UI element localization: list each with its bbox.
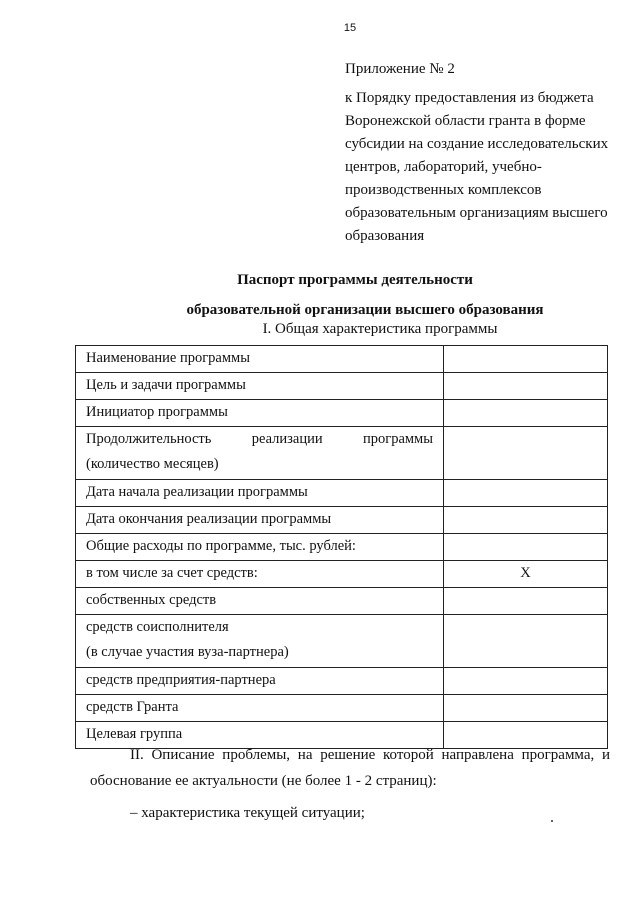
table-row	[76, 615, 608, 668]
row-label: собственных средств	[76, 588, 444, 615]
appendix-line: субсидии на создание исследовательских	[345, 136, 609, 152]
row-label: Целевая группа	[76, 722, 444, 749]
row-label: в том числе за счет средств:	[76, 561, 444, 588]
section2-bullet: – характеристика текущей ситуации;	[130, 805, 365, 821]
passport-title	[0, 265, 640, 325]
row-label-line1: средств соисполнителя	[86, 619, 229, 635]
table-row	[76, 507, 608, 534]
appendix-line: образования	[345, 228, 425, 244]
row-label: средств Гранта	[76, 695, 444, 722]
appendix-line: образовательным организациям высшего	[345, 205, 608, 221]
row-label: Цель и задачи программы	[76, 373, 444, 400]
row-label-line2: (в случае участия вуза-партнера)	[86, 644, 289, 660]
page-number: 15	[343, 22, 357, 34]
row-label: Дата окончания реализации программы	[76, 507, 444, 534]
table-row	[76, 373, 608, 400]
section2-heading-cont: обоснование ее актуальности (не более 1 - 2 страниц):	[90, 773, 437, 789]
scan-speck	[551, 820, 553, 822]
row-value	[444, 400, 608, 427]
appendix-line: центров, лабораторий, учебно-	[345, 159, 542, 175]
table-row	[76, 480, 608, 507]
appendix-line: Воронежской области гранта в форме	[345, 113, 586, 129]
row-value	[444, 695, 608, 722]
table-row	[76, 400, 608, 427]
row-value	[444, 588, 608, 615]
row-label-word: программы	[362, 431, 433, 447]
row-label-line2: (количество месяцев)	[86, 456, 219, 472]
row-value	[444, 507, 608, 534]
program-characteristics-table	[75, 345, 608, 749]
section1-title: I. Общая характеристика программы	[262, 321, 498, 337]
row-value	[444, 427, 608, 480]
row-value	[444, 480, 608, 507]
section2	[90, 742, 610, 826]
table-row	[76, 534, 608, 561]
appendix-line: к Порядку предоставления из бюджета	[345, 90, 594, 106]
passport-title-line1: Паспорт программы деятельности	[237, 272, 473, 288]
row-value-x: X	[444, 561, 608, 588]
row-label-word: реализации	[251, 431, 323, 447]
table-row	[76, 561, 608, 588]
table-row	[76, 588, 608, 615]
row-label	[76, 427, 444, 480]
table-row	[76, 346, 608, 373]
table-row	[76, 695, 608, 722]
table-row	[76, 668, 608, 695]
passport-title-line2: образовательной организации высшего образования	[186, 302, 544, 318]
row-label: Дата начала реализации программы	[76, 480, 444, 507]
row-label-line1	[86, 427, 433, 452]
row-label: Наименование программы	[76, 346, 444, 373]
appendix-line: производственных комплексов	[345, 182, 542, 198]
section2-heading: II. Описание проблемы, на решение которой направлена программа, и	[130, 747, 610, 763]
row-label: средств предприятия-партнера	[76, 668, 444, 695]
table-row	[76, 427, 608, 480]
row-value	[444, 668, 608, 695]
row-value	[444, 373, 608, 400]
row-label-word: Продолжительность	[86, 431, 212, 447]
appendix-block	[345, 58, 625, 248]
row-label: Инициатор программы	[76, 400, 444, 427]
row-value	[444, 534, 608, 561]
row-label: Общие расходы по программе, тыс. рублей:	[76, 534, 444, 561]
row-value	[444, 615, 608, 668]
row-value	[444, 346, 608, 373]
appendix-title: Приложение № 2	[345, 61, 455, 77]
row-label	[76, 615, 444, 668]
